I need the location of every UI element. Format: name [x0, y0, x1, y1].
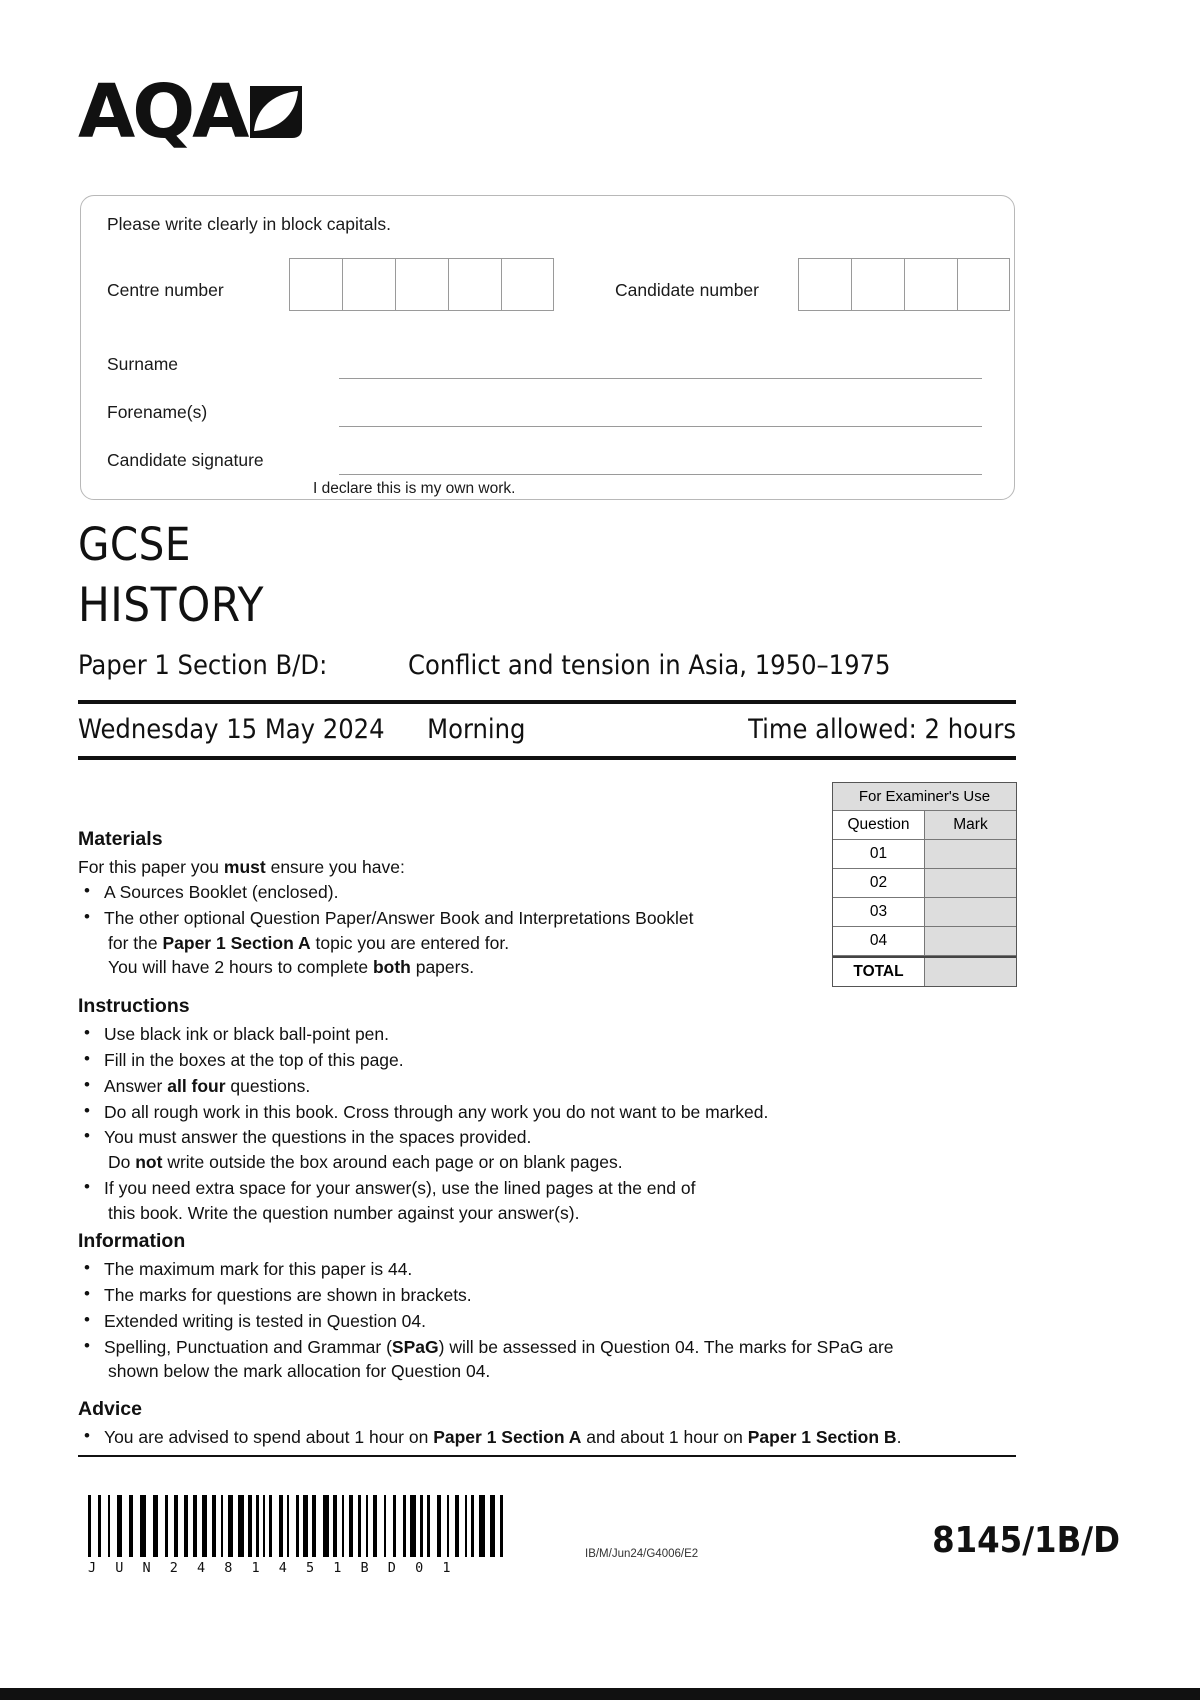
information-heading: Information: [78, 1230, 186, 1252]
materials-item-2-b: for the: [108, 932, 163, 953]
barcode-bar: [174, 1495, 178, 1557]
block-capitals-instruction: Please write clearly in block capitals.: [107, 214, 392, 234]
barcode-bar: [479, 1495, 485, 1557]
information-item: [100, 1309, 1008, 1334]
instruction-item-text: Fill in the boxes at the top of this page.: [104, 1049, 404, 1070]
barcode-bar: [129, 1495, 133, 1557]
candidate-number-cell[interactable]: [957, 258, 1010, 311]
centre-number-cell[interactable]: [395, 258, 448, 311]
instruction-i3-c: questions.: [225, 1075, 311, 1096]
candidate-number-cell[interactable]: [904, 258, 957, 311]
examiner-table-title: For Examiner's Use: [858, 788, 991, 805]
materials-intro-a: For this paper you: [78, 857, 224, 877]
examiner-col-question: Question: [833, 811, 925, 839]
instruction-item-text: Use black ink or black ball-point pen.: [104, 1024, 390, 1044]
mark-field[interactable]: [925, 840, 1016, 868]
barcode-bar: [373, 1495, 377, 1557]
materials-body: [78, 855, 808, 981]
candidate-number-cell[interactable]: [851, 258, 904, 311]
barcode-bar: [393, 1495, 396, 1557]
examiner-table-header-row: [833, 811, 1016, 840]
subject-title: HISTORY: [78, 578, 264, 633]
instruction-i3-a: Answer: [104, 1075, 168, 1096]
examiner-use-table: [832, 782, 1017, 987]
information-n4-bold: SPaG: [391, 1336, 439, 1357]
instruction-i6-line2: this book. Write the question number against your answer(s).: [108, 1202, 580, 1223]
barcode-bar: [287, 1495, 289, 1557]
barcode-bar: [221, 1495, 223, 1557]
barcode-bar: [384, 1495, 386, 1557]
candidate-signature-label: Candidate signature: [107, 450, 264, 470]
materials-item-2-line2: [104, 931, 808, 956]
mark-field[interactable]: [925, 898, 1016, 926]
barcode-bar: [303, 1495, 308, 1557]
surname-row: [107, 348, 988, 394]
instruction-item: [100, 1022, 978, 1047]
instruction-i6-line1: If you need extra space for your answer(s), use the lined pages at the end of: [104, 1178, 696, 1199]
barcode-bar: [88, 1495, 91, 1557]
question-number: 04: [833, 927, 925, 955]
examiner-table-row: [833, 927, 1016, 956]
advice-a1-e: .: [896, 1427, 902, 1447]
advice-heading: Advice: [78, 1398, 142, 1420]
barcode-bar: [427, 1495, 430, 1557]
information-n4-line2: shown below the mark allocation for Question 04.: [108, 1361, 491, 1382]
footer-divider: [78, 1455, 1016, 1457]
information-item-text: The marks for questions are shown in brackets.: [104, 1284, 472, 1305]
barcode-bar: [420, 1495, 423, 1557]
materials-item-2: [100, 906, 808, 981]
barcode-bar: [193, 1495, 197, 1557]
centre-number-cell[interactable]: [289, 258, 342, 311]
information-item-text: The maximum mark for this paper is 44.: [104, 1259, 413, 1279]
instruction-i5-d: write outside the box around each page or on blank pages.: [162, 1152, 623, 1173]
advice-item: [100, 1425, 1018, 1450]
forename-input[interactable]: [339, 426, 982, 427]
barcode-bar: [228, 1495, 233, 1557]
mark-field[interactable]: [925, 927, 1016, 955]
materials-item-2-bold2: both: [372, 957, 411, 978]
total-mark-field[interactable]: [925, 958, 1016, 986]
materials-intro-c: ensure you have:: [265, 857, 405, 877]
paper-title: [78, 650, 1018, 681]
barcode-bar: [342, 1495, 344, 1557]
barcode-bar: [98, 1495, 101, 1557]
advice-a1-c: and about 1 hour on: [581, 1427, 748, 1447]
paper-topic: Conflict and tension in Asia, 1950–1975: [408, 650, 891, 681]
instructions-heading: Instructions: [78, 995, 190, 1017]
barcode-bar: [471, 1495, 474, 1557]
barcode-bar: [296, 1495, 299, 1557]
mark-field[interactable]: [925, 869, 1016, 897]
barcode-bar: [212, 1495, 216, 1557]
aqa-leaf-icon: [248, 84, 304, 145]
information-item-text: Extended writing is tested in Question 04.: [104, 1310, 426, 1331]
centre-number-input[interactable]: [289, 258, 554, 311]
barcode-bar: [447, 1495, 449, 1557]
candidate-number-cell[interactable]: [798, 258, 851, 311]
materials-item-2-line1: The other optional Question Paper/Answer Book and Interpretations Booklet: [104, 907, 694, 928]
information-item: [100, 1283, 1008, 1308]
instruction-item-text: Do all rough work in this book. Cross through any work you do not want to be marked.: [104, 1101, 769, 1122]
page-edge-bar: [0, 1688, 1200, 1700]
barcode-bar: [465, 1495, 467, 1557]
barcode-bar: [403, 1495, 406, 1557]
barcode-bar: [437, 1495, 441, 1557]
time-allowed: Time allowed: 2 hours: [748, 714, 1016, 745]
centre-number-cell[interactable]: [501, 258, 554, 311]
instruction-i3-bold: all four: [167, 1075, 226, 1096]
examiner-col-mark: Mark: [925, 811, 1016, 839]
materials-intro-bold: must: [223, 857, 266, 877]
barcode-bar: [238, 1495, 244, 1557]
barcode: [88, 1495, 508, 1557]
instruction-i5-line2: [104, 1150, 978, 1175]
examiner-table-row: [833, 898, 1016, 927]
barcode-bar: [140, 1495, 146, 1557]
barcode-bar: [108, 1495, 110, 1557]
information-body: [78, 1257, 1008, 1385]
centre-number-cell[interactable]: [448, 258, 501, 311]
instruction-i5-line1: You must answer the questions in the spaces provided.: [104, 1127, 532, 1148]
surname-input[interactable]: [339, 378, 982, 379]
examiner-table-row: [833, 869, 1016, 898]
declaration-text: I declare this is my own work.: [313, 480, 516, 497]
barcode-bar: [358, 1495, 361, 1557]
materials-item-2-e: You will have 2 hours to complete: [108, 957, 373, 978]
divider-bottom: [78, 756, 1016, 760]
advice-a1-bold1: Paper 1 Section A: [433, 1427, 582, 1447]
examiner-table-total-row: [833, 956, 1016, 986]
candidate-details-box: [80, 195, 1015, 500]
total-label: TOTAL: [833, 958, 925, 986]
barcode-bar: [323, 1495, 329, 1557]
advice-a1-bold2: Paper 1 Section B: [747, 1427, 897, 1447]
examiner-table-row: [833, 840, 1016, 869]
qualification-title: GCSE: [78, 518, 191, 571]
question-number: 03: [833, 898, 925, 926]
barcode-bar: [263, 1495, 265, 1557]
advice-a1-a: You are advised to spend about 1 hour on: [104, 1427, 434, 1447]
instruction-item: [100, 1100, 978, 1125]
barcode-bar: [184, 1495, 188, 1557]
barcode-bar: [410, 1495, 416, 1557]
exam-date-row: [78, 714, 1016, 745]
examiner-table-title-row: [833, 783, 1016, 811]
materials-item-1-text: A Sources Booklet (enclosed).: [104, 881, 339, 902]
instruction-i5-b: Do: [108, 1152, 136, 1173]
barcode-bar: [455, 1495, 459, 1557]
candidate-number-input[interactable]: [798, 258, 1010, 311]
barcode-bar: [248, 1495, 252, 1557]
information-item: [100, 1257, 1008, 1282]
candidate-number-label: Candidate number: [615, 280, 759, 300]
barcode-bar: [256, 1495, 259, 1557]
advice-body: [78, 1425, 1018, 1451]
exam-session: Morning: [427, 714, 526, 745]
paper-label: Paper 1 Section B/D:: [78, 650, 328, 681]
instruction-item: [100, 1048, 978, 1073]
centre-number-cell[interactable]: [342, 258, 395, 311]
question-number: 01: [833, 840, 925, 868]
instruction-item: [100, 1074, 978, 1099]
question-number: 02: [833, 869, 925, 897]
materials-item-1: [100, 880, 808, 905]
barcode-bar: [117, 1495, 122, 1557]
candidate-signature-input[interactable]: [339, 474, 982, 475]
barcode-bar: [269, 1495, 272, 1557]
document-reference: IB/M/Jun24/G4006/E2: [585, 1548, 699, 1560]
materials-intro: [78, 855, 808, 880]
instruction-i5-bold: not: [135, 1152, 163, 1173]
barcode-bar: [366, 1495, 368, 1557]
materials-item-2-d: topic you are entered for.: [310, 932, 510, 953]
paper-code: 8145/1B/D: [932, 1520, 1120, 1561]
barcode-bar: [500, 1495, 503, 1557]
information-item: [100, 1335, 1008, 1385]
instruction-item: [100, 1125, 978, 1175]
surname-label: Surname: [107, 354, 179, 374]
information-n4-c: ) will be assessed in Question 04. The marks for SPaG are: [438, 1336, 894, 1357]
barcode-bar: [312, 1495, 316, 1557]
information-n4-a: Spelling, Punctuation and Grammar (: [104, 1336, 392, 1357]
forename-row: [107, 396, 988, 442]
aqa-logo: [78, 69, 304, 155]
aqa-logo-text: AQA: [78, 69, 247, 155]
materials-item-2-line3: [104, 955, 808, 980]
forename-label: Forename(s): [107, 402, 208, 422]
signature-row: [107, 444, 988, 490]
exam-date: Wednesday 15 May 2024: [78, 714, 385, 745]
instruction-item: [100, 1176, 978, 1226]
barcode-gap: [505, 1495, 508, 1557]
materials-heading: Materials: [78, 828, 163, 850]
barcode-bar: [202, 1495, 207, 1557]
barcode-bar: [490, 1495, 495, 1557]
barcode-digits: J U N 2 4 8 1 4 5 1 B D 0 1: [88, 1560, 456, 1576]
barcode-bar: [333, 1495, 337, 1557]
centre-number-label: Centre number: [107, 280, 224, 300]
materials-item-2-bold: Paper 1 Section A: [162, 932, 311, 953]
barcode-bar: [153, 1495, 158, 1557]
barcode-bar: [349, 1495, 353, 1557]
divider-top: [78, 700, 1016, 704]
materials-item-2-g: papers.: [410, 957, 475, 978]
barcode-bar: [165, 1495, 168, 1557]
instructions-body: [78, 1022, 978, 1227]
number-row: [107, 258, 988, 314]
barcode-bar: [279, 1495, 283, 1557]
